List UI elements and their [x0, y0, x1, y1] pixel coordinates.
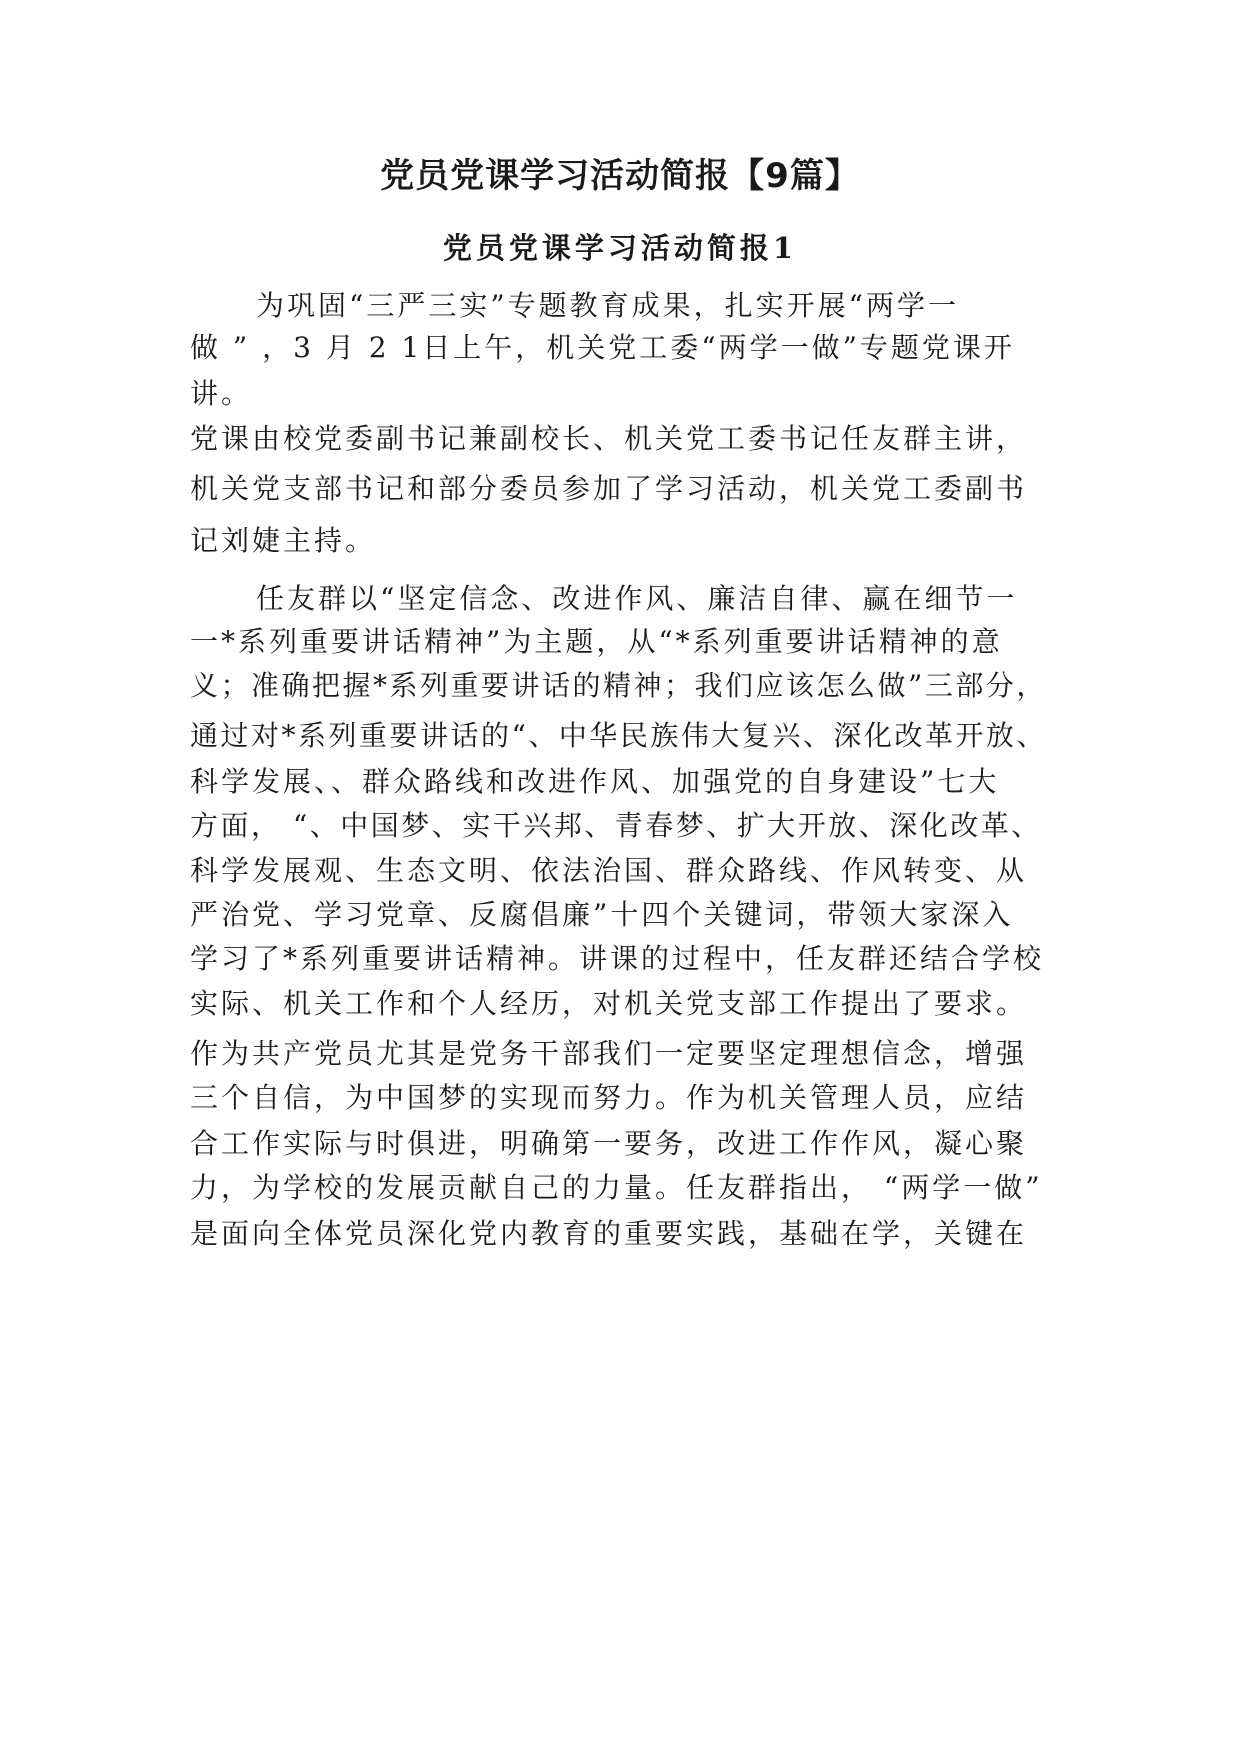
paragraph-line: 记刘婕主持。	[190, 524, 377, 557]
paragraph-line: 做 ” ，3 月 2 1日上午，机关党工委“两学一做”专题党课开	[190, 331, 1015, 364]
paragraph-line: 讲。	[190, 377, 253, 410]
paragraph-line: 一*系列重要讲话精神”为主题，从“*系列重要讲话精神的意	[190, 625, 1003, 658]
paragraph-line: 力，为学校的发展贡献自己的力量。任友群指出， “两学一做”	[190, 1171, 1043, 1204]
document-subtitle: 党员党课学习活动简报1	[442, 231, 798, 265]
paragraph-line: 严治党、学习党章、反腐倡廉”十四个关键词，带领大家深入	[190, 898, 1014, 931]
paragraph-line: 科学发展、、群众路线和改进作风、加强党的自身建设”七大	[190, 765, 1000, 798]
paragraph-line: 为巩固“三严三实”专题教育成果，扎实开展“两学一	[256, 289, 959, 322]
paragraph-line: 通过对*系列重要讲话的“、中华民族伟大复兴、深化改革开放、	[190, 719, 1047, 752]
paragraph-line: 作为共产党员尤其是党务干部我们一定要坚定理想信念，增强	[190, 1037, 1028, 1070]
paragraph-line: 科学发展观、生态文明、依法治国、群众路线、作风转变、从	[190, 854, 1028, 887]
paragraph-line: 任友群以“坚定信念、改进作风、廉洁自律、赢在细节一	[256, 582, 1018, 615]
paragraph-line: 合工作实际与时俱进，明确第一要务，改进工作作风，凝心聚	[190, 1127, 1028, 1160]
paragraph-line: 方面， “、中国梦、实干兴邦、青春梦、扩大开放、深化改革、	[190, 809, 1042, 842]
paragraph-line: 义；准确把握*系列重要讲话的精神；我们应该怎么做”三部分，	[190, 669, 1047, 702]
paragraph-line: 党课由校党委副书记兼副校长、机关党工委书记任友群主讲，	[190, 422, 1028, 455]
paragraph-line: 机关党支部书记和部分委员参加了学习活动，机关党工委副书	[190, 472, 1028, 505]
paragraph-line: 三个自信，为中国梦的实现而努力。作为机关管理人员，应结	[190, 1081, 1028, 1114]
document-title: 党员党课学习活动简报【9篇】	[380, 156, 860, 196]
paragraph-line: 是面向全体党员深化党内教育的重要实践，基础在学，关键在	[190, 1217, 1028, 1250]
paragraph-line: 实际、机关工作和个人经历，对机关党支部工作提出了要求。	[190, 987, 1028, 1020]
paragraph-line: 学习了*系列重要讲话精神。讲课的过程中，任友群还结合学校	[190, 942, 1045, 975]
